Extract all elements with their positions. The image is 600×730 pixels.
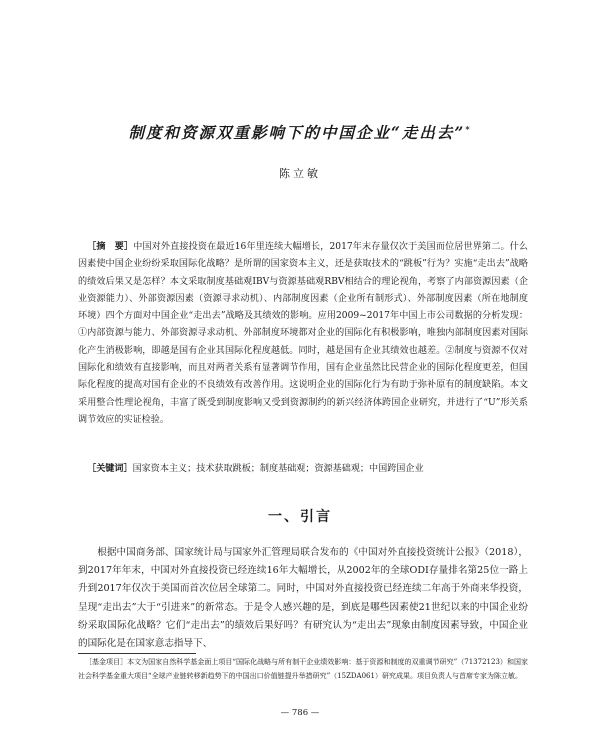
body-paragraph: 根据中国商务部、国家统计局与国家外汇管理局联合发布的《中国对外直接投资统计公报》（2018），到2017年年末，中国对外直接投资已经连续16年大幅增长，从2002年的全球ODI存量排名第25位一路上升到2017年仅次于美国而首次位居全球第二。同时，中国对外直接投资已经连续二年高于外商来华投资，呈现“走出去”大于“引进来”的新常态。于是令人感兴趣的是，到底是哪些因素使21世纪以来的中国企业纷纷采取国际化战略？它们“走出去”的绩效后果好吗？有研究认为“走出去”现象由制度因素导致，中国企业的国际化是在国家意志指导下、 (78, 547, 528, 650)
section-heading: 一、引言 (268, 509, 332, 525)
title-footnote-mark: * (465, 123, 472, 134)
paper-title-text: 制度和资源双重影响下的中国企业“走出去” (128, 123, 466, 142)
footnote-divider (78, 653, 196, 654)
keywords-label: ［关键词］ (87, 463, 133, 474)
keywords-text: 国家资本主义；技术获取跳板；制度基础观；资源基础观；中国跨国企业 (132, 464, 424, 474)
abstract (78, 238, 528, 429)
footnote: ［基金项目］本文为国家自然科学基金面上项目“国际化战略与所有制干企业绩效影响：基于资源和制度的双重调节研究”（71372123）和国家社会科学基金重大项目“全球产业链转移新趋势下的中国出口价值链提升举措研究”（15ZDA061）研究成果。项目负责人与首席专家为陈立敏。 (78, 658, 528, 680)
keywords (78, 460, 528, 478)
abstract-text: 中国对外直接投资在最近16年里连续大幅增长，2017年末存量仅次于美国而位居世界第二。什么因素使中国企业纷纷采取国际化战略？是所谓的国家资本主义，还是获取技术的“跳板”行为？实施“走出去”战略的绩效后果又是怎样？本文采取制度基础观IBV与资源基础观RBV相结合的理论视角，考察了内部资源因素（企业资源能力）、外部资源因素（资源寻求动机）、内部制度因素（企业所有制形式）、外部制度因素（所在地制度环境）四个方面对中国企业“走出去”战略及其绩效的影响。应用2009~2017年中国上市公司数据的分析发现：①内部资源与能力、外部资源寻求动机、外部制度环境都对企业的国际化有积极影响，唯独内部制度因素对国际化产生消极影响，即越是国有企业其国际化程度越低。同时，越是国有企业其绩效也越差。②制度与资源不仅对国际化和绩效有直接影响，而且对两者关系有显著调节作用，国有企业虽然比民营企业的国际化程度更差，但国际化程度的提高对国有企业的不良绩效有改善作用。这说明企业的国际化行为有助于弥补原有的制度缺陷。本文采用整合性理论视角，丰富了既受到制度影响又受到资源制约的新兴经济体跨国企业研究，并进行了“U”形关系调节效应的实证检验。 (78, 242, 528, 425)
page-number: — 786 — (280, 708, 320, 718)
paper-title (0, 121, 600, 143)
abstract-label: ［摘 要］ (87, 241, 134, 252)
author-name: 陈立敏 (279, 167, 321, 180)
